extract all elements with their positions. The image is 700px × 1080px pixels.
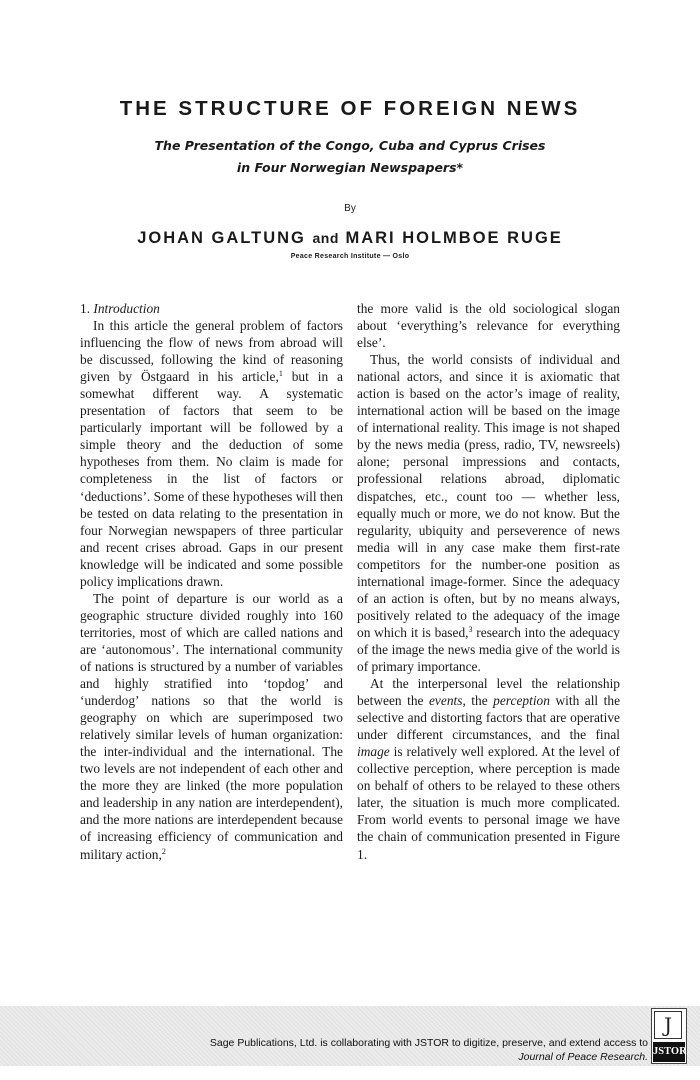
- article-title: THE STRUCTURE OF FOREIGN NEWS: [119, 97, 581, 120]
- right-paragraph-2-text-b: , the: [462, 693, 494, 709]
- jstor-banner-text-1[interactable]: Sage Publications, Ltd. is collaborating with JSTOR to digitize, preserve, and extend access to: [209, 1037, 648, 1049]
- article-subtitle-line-2: in Four Norwegian Newspapers*: [236, 160, 464, 175]
- jstor-logo[interactable]: [651, 1008, 687, 1064]
- author-2: MARI HOLMBOE RUGE: [345, 229, 563, 247]
- footnote-ref-3[interactable]: 3: [468, 624, 473, 634]
- author-1: JOHAN GALTUNG: [137, 229, 306, 247]
- section-title: Introduction: [93, 301, 160, 316]
- right-paragraph-2-text-c: with all the selective and distorting factors that are operative under different circumstances, and the final: [357, 693, 621, 743]
- byline-by: By: [344, 203, 356, 214]
- emphasis-image: image: [357, 744, 390, 760]
- left-column: [80, 300, 343, 863]
- left-paragraph-2: [80, 590, 343, 863]
- left-paragraph-2-text: The point of departure is our world as a geographic structure divided roughly into 160 territories, most of which are called nations and are ‘autonomous’. The international community of nations is structured by a number of variables and highly stratified into ‘topdog’ and ‘underdog’ nations so that the world is geography on which are superimposed two relatively similar levels of human organization: the inter-individual and the international. The two levels are not independent of each other and the more they are linked (the more population and leadership in any nation are interdependent), and the more nations are interdependent because of increasing efficiency of communication and military action,: [80, 590, 343, 862]
- left-paragraph-1: [80, 317, 343, 590]
- section-number: 1.: [80, 301, 91, 316]
- jstor-mark-icon: J: [654, 1011, 682, 1039]
- emphasis-events: events: [428, 693, 463, 709]
- right-paragraph-2: [357, 675, 620, 863]
- right-paragraph-1-text-b: research into the adequacy of the image the news media give of the world is of primary importance.: [357, 624, 621, 674]
- right-paragraph-2-text-d: is relatively well explored. At the level of collective perception, where perception is made on behalf of others to be relayed to these others later, the situation is much more complicated. From world events to personal image we have the chain of communication presented in Figure 1.: [357, 744, 620, 862]
- right-paragraph-2-text-a: At the interpersonal level the relationship between the: [357, 676, 620, 709]
- right-paragraph-1: [357, 351, 620, 675]
- jstor-logo-text: JSTOR: [653, 1042, 685, 1062]
- right-column: [357, 300, 620, 863]
- right-paragraph-0: the more valid is the old sociological slogan about ‘everything’s relevance for everything else’.: [357, 301, 620, 351]
- right-paragraph-1-text-a: Thus, the world consists of individual and national actors, and since it is axiomatic that action is based on the actor’s image of reality, international action will be based on the image of international reality. This image is not shaped by the news media (press, radio, TV, newsreels) alone; personal impressions and contacts, professional relations abroad, diplomatic dispatches, etc., count too — whether less, equally much or more, we do not know. But the regularity, ubiquity and perseverence of news media will in any case make them first-rate competitors for the number-one position as international image-former. Since the adequacy of an action is often, but by no means always, positively related to the adequacy of the image on which it is based,: [357, 352, 620, 640]
- left-paragraph-1-text-b: but in a somewhat different way. A systematic presentation of factors that seem to be particularly important will be followed by a simple theory and the deduction of some hypotheses from them. No claim is made for completeness in the list of factors or ‘deductions’. Some of these hypotheses will then be tested on data relating to the presentation in four Norwegian newspapers of three particular and recent crises abroad. Gaps in our present knowledge will be indicated and some possible policy implications drawn.: [80, 369, 343, 589]
- author-affiliation: Peace Research Institute — Oslo: [290, 253, 410, 260]
- footnote-ref-2[interactable]: 2: [161, 846, 166, 856]
- jstor-banner-text-2[interactable]: Journal of Peace Research.: [518, 1051, 648, 1063]
- footnote-ref-1[interactable]: 1: [278, 369, 283, 379]
- left-paragraph-1-text-a: In this article the general problem of factors influencing the flow of news from abroad will be discussed, following the kind of reasoning given by Östgaard in his article,: [80, 318, 343, 385]
- article-subtitle-line-1: The Presentation of the Congo, Cuba and Cyprus Crises: [154, 138, 546, 153]
- authors-and: and: [312, 230, 339, 246]
- emphasis-perception: perception: [493, 693, 550, 709]
- section-heading: [80, 300, 343, 317]
- authors-line: [0, 229, 700, 248]
